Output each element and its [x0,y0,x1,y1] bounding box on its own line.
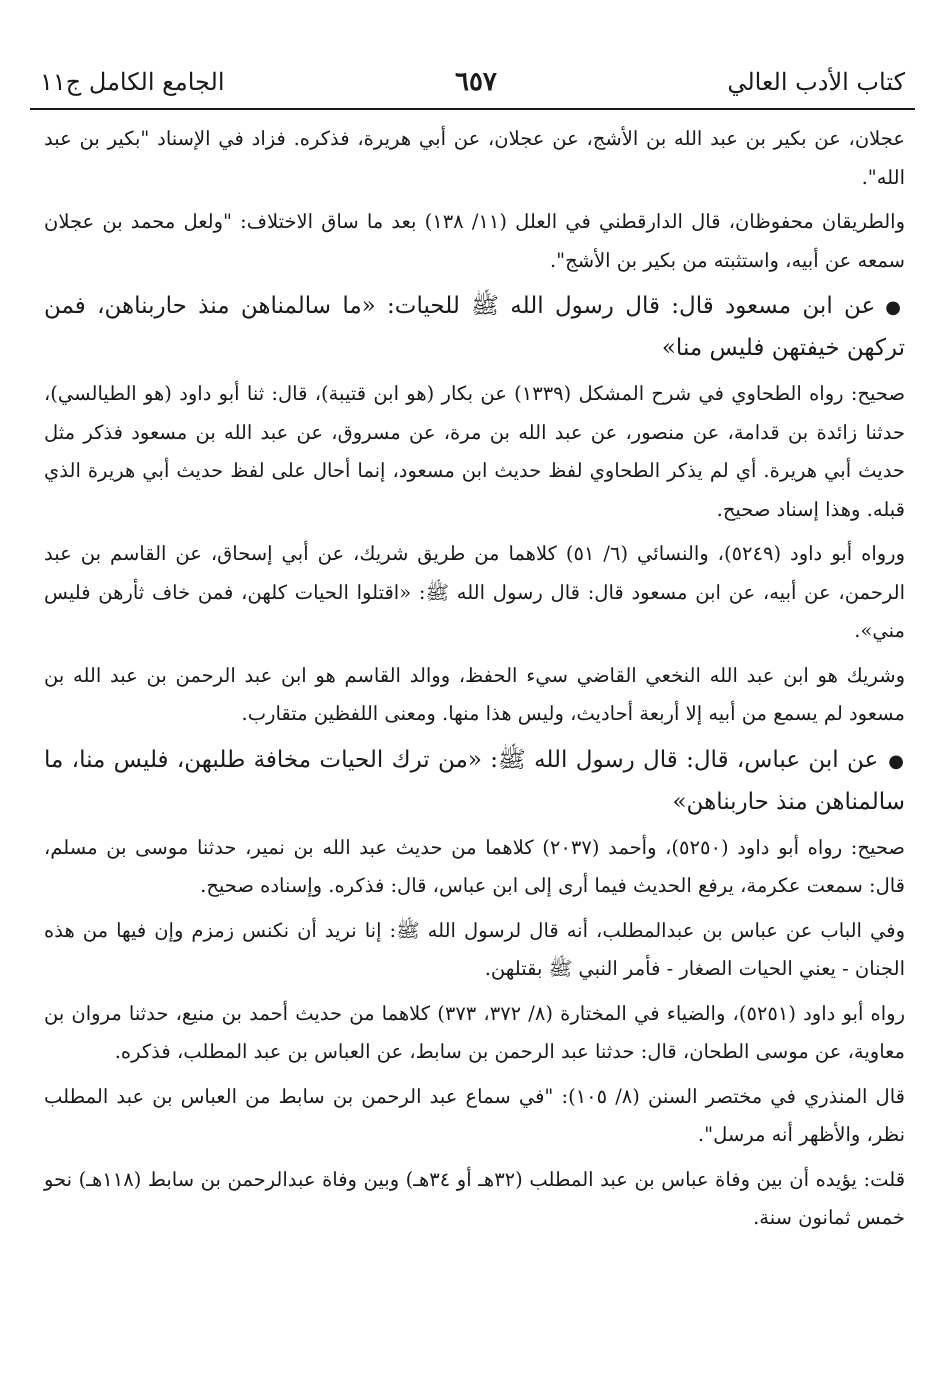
paragraph: وشريك هو ابن عبد الله النخعي القاضي سيء الحفظ، ووالد القاسم هو ابن عبد الرحمن بن عبد الله بن مسعود لم يسمع من أبيه إلا أربعة أحاديث، وليس هذا منها. ومعنى اللفظين متقارب. [44,663,905,725]
hadith-body: عن ابن عباس، قال: قال رسول الله ﷺ: «من ترك الحيات مخافة طلبهن، فليس منا، ما سالمناهن منذ حاربناهن» [44,746,905,815]
paragraph: رواه أبو داود (٥٢٥١)، والضياء في المختارة (٨/ ٣٧٢، ٣٧٣) كلاهما من حديث أحمد بن منيع، حدثنا مروان بن معاوية، عن موسى الطحان، قال: حدثنا عبد الرحمن بن سابط، عن العباس بن عبد المطلب، فذكره. [44,1001,905,1063]
series-title: الجامع الكامل ج١١ [40,68,225,96]
bullet-icon: ● [888,750,905,772]
page-header [40,62,905,102]
paragraph: عجلان، عن بكير بن عبد الله بن الأشج، عن عجلان، عن أبي هريرة، فذكره. فزاد في الإسناد "بكير بن عبد الله". [44,127,905,189]
bullet-icon: ● [885,297,905,318]
hadith-text [44,286,905,369]
hadith-body: عن ابن مسعود قال: قال رسول الله ﷺ للحيات: «ما سالمناهن منذ حاربناهن، فمن تركهن خيفتهن فليس منا» [44,293,905,361]
paragraph: والطريقان محفوظان، قال الدارقطني في العلل (١١/ ١٣٨) بعد ما ساق الاختلاف: "ولعل محمد بن عجلان سمعه عن أبيه، واستثبته من بكير بن الأشج". [44,210,905,272]
paragraph: صحيح: رواه الطحاوي في شرح المشكل (١٣٣٩) عن بكار (هو ابن قتيبة)، قال: ثنا أبو داود (هو الطيالسي)، حدثنا زائدة بن قدامة، عن منصور، عن عبد الله بن مرة، عن مسروق، عن عبد الله بن مسعود فذكر مثل حديث أبي هريرة. أي لم يذكر الطحاوي لفظ حديث ابن مسعود، إنما أحال على لفظ حديث أبي هريرة الذي قبله. وهذا إسناد صحيح. [44,382,906,521]
hadith-text [44,740,905,823]
paragraph: ورواه أبو داود (٥٢٤٩)، والنسائي (٦/ ٥١) كلاهما من طريق شريك، عن أبي إسحاق، عن القاسم بن عبد الرحمن، عن أبيه، عن ابن مسعود قال: قال رسول الله ﷺ: «اقتلوا الحيات كلهن، فمن خاف ثأرهن فليس مني». [44,542,905,642]
paragraph: قلت: يؤيده أن بين وفاة عباس بن عبد المطلب (٣٢هـ أو ٣٤هـ) وبين وفاة عبدالرحمن بن سابط (١١٨هـ) نحو خمس ثمانون سنة. [44,1167,906,1229]
header-divider [30,108,915,110]
page-number: ٦٥٧ [454,67,497,97]
book-title: كتاب الأدب العالي [727,68,905,96]
paragraph: قال المنذري في مختصر السنن (٨/ ١٠٥): "في سماع عبد الرحمن بن سابط من العباس بن عبد المطلب نظر، والأظهر أنه مرسل". [44,1084,905,1146]
paragraph: صحيح: رواه أبو داود (٥٢٥٠)، وأحمد (٢٠٣٧) كلاهما من حديث عبد الله بن نمير، حدثنا موسى بن مسلم، قال: سمعت عكرمة، يرفع الحديث فيما أرى إلى ابن عباس، قال: فذكره. وإسناده صحيح. [44,835,905,897]
page-body [44,120,905,1244]
paragraph: وفي الباب عن عباس بن عبدالمطلب، أنه قال لرسول الله ﷺ: إنا نريد أن نكنس زمزم وإن فيها من هذه الجنان - يعني الحيات الصغار - فأمر النبي ﷺ بقتلهن. [44,918,905,980]
